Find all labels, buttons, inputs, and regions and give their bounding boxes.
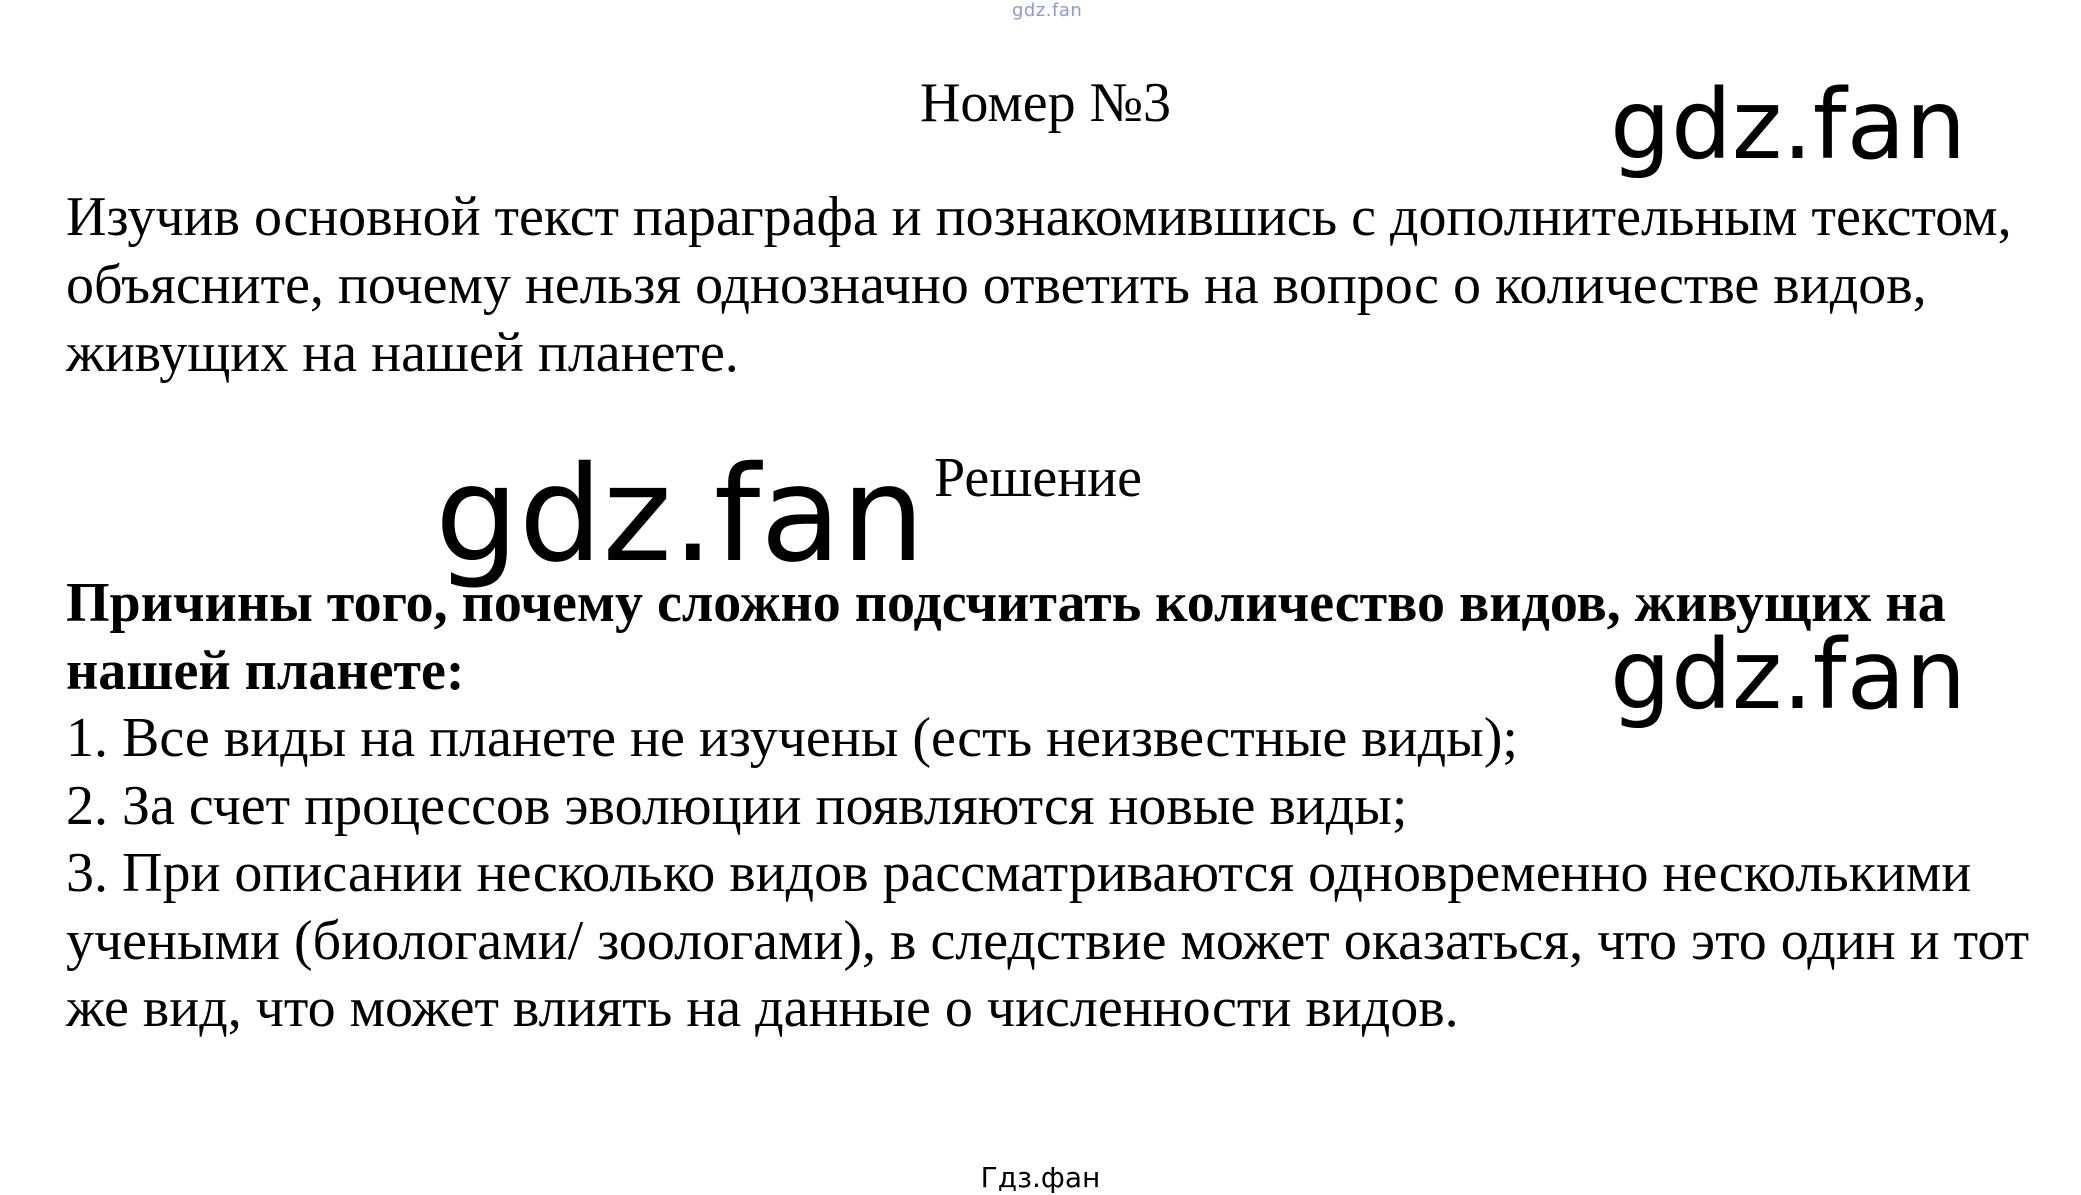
answer-item-3: 3. При описании несколько видов рассматриваются одновременно несколькими учеными (биологами/ зоологами), в следствие может оказаться, что это один и тот же вид, что может влиять на данные о численности видов.: [66, 842, 2030, 1039]
exercise-number-text: Номер №3: [919, 72, 1172, 134]
solution-title: Решение: [934, 447, 1143, 509]
top-site-mark: gdz.fan: [1012, 0, 1083, 21]
answer-item-2: 2. За счет процессов эволюции появляются новые виды;: [66, 774, 1408, 837]
watermark-top-right: gdz.fan: [1610, 69, 1967, 181]
answer-heading: Причины того, почему сложно подсчитать количество видов, живущих на нашей планете:: [66, 572, 1946, 702]
footer-site-mark: Гдз.фан: [980, 1161, 1101, 1194]
watermark-middle-right: gdz.fan: [1610, 619, 1967, 731]
watermark-middle-left: gdz.fan: [435, 438, 925, 592]
task-text: Изучив основной текст параграфа и познакомившись с дополнительным текстом, объясните, почему нельзя однозначно ответить на вопрос о количестве видов, живущих на нашей планете.: [66, 186, 2012, 384]
answer-item-1: 1. Все виды на планете не изучены (есть неизвестные виды);: [66, 707, 1518, 769]
